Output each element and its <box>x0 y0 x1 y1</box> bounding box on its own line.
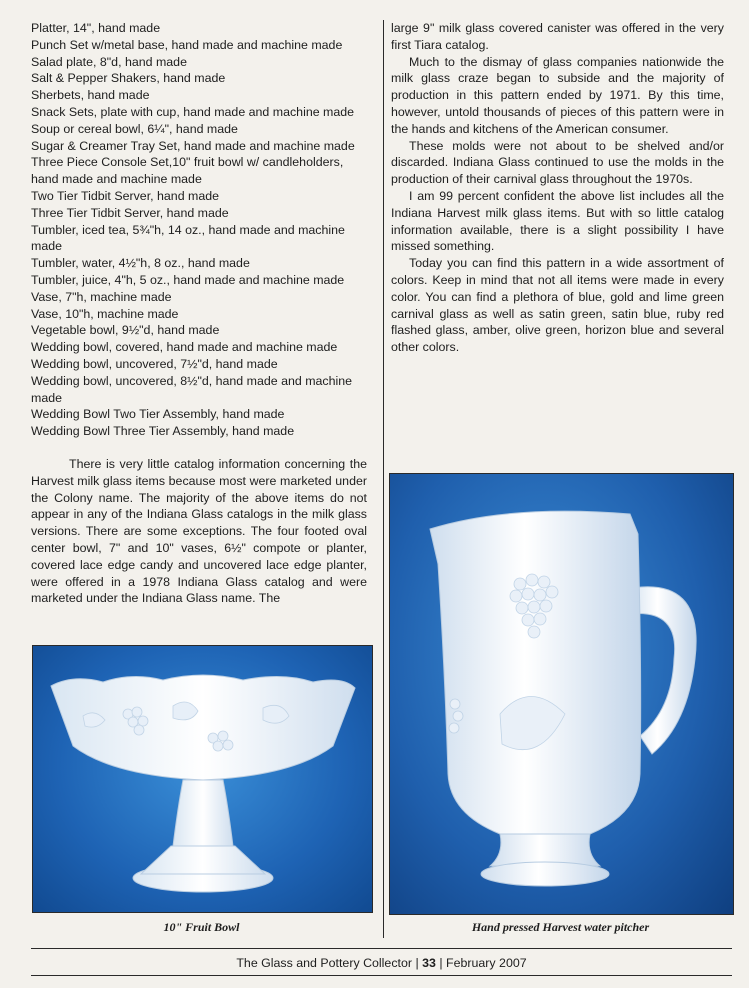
list-item: Vase, 10"h, machine made <box>31 306 179 321</box>
list-item: Wedding Bowl Two Tier Assembly, hand made <box>31 407 285 422</box>
footer-separator: | <box>415 956 419 970</box>
water-pitcher-photo <box>389 473 734 915</box>
body-paragraph: Today you can find this pattern in a wide assortment of colors. Keep in mind that not all items were made in every color. You can find a plethora of blue, gold and lime green carnival glass as well as satin green, satin blue, ruby red flashed glass, amber, olive green, horizon blue and several other colors. <box>391 256 724 355</box>
page-footer <box>31 956 732 970</box>
list-item: Salt & Pepper Shakers, hand made <box>31 71 226 86</box>
fruit-bowl-photo <box>32 645 373 913</box>
list-item: Soup or cereal bowl, 6¼", hand made <box>31 121 238 136</box>
column-divider <box>383 20 384 938</box>
footer-rule-top <box>31 948 732 949</box>
fruit-bowl-illustration <box>33 646 372 912</box>
list-item: Snack Sets, plate with cup, hand made and machine made <box>31 104 355 119</box>
list-item: Tumbler, water, 4½"h, 8 oz., hand made <box>31 256 250 271</box>
body-paragraph: large 9" milk glass covered canister was offered in the very first Tiara catalog. <box>391 21 724 52</box>
water-pitcher-caption: Hand pressed Harvest water pitcher <box>471 920 650 934</box>
list-item: Sherbets, hand made <box>31 88 150 103</box>
list-item: Wedding bowl, uncovered, 8½"d, hand made and machine made <box>31 373 353 405</box>
page-number: 33 <box>422 956 436 970</box>
footer-separator: | <box>439 956 443 970</box>
list-item: Vase, 7"h, machine made <box>31 289 172 304</box>
list-item: Platter, 14", hand made <box>31 21 161 35</box>
item-list <box>31 20 367 440</box>
list-item: Tumbler, juice, 4"h, 5 oz., hand made and machine made <box>31 272 345 287</box>
list-item: Wedding Bowl Three Tier Assembly, hand made <box>31 424 295 439</box>
catalog-info-paragraph: There is very little catalog information concerning the Harvest milk glass items because most were marketed under the Colony name. The majority of the above items do not appear in any of the Indiana Glass catalogs in the milk glass versions. There are some exceptions. The four footed oval center bowl, 7" and 10" vases, 6½" compote or planter, covered lace edge candy and uncovered lace edge planter, were offered in a 1978 Indiana Glass catalog and were marketed under the Indiana Glass name. The <box>31 456 367 606</box>
body-paragraph: Much to the dismay of glass companies nationwide the milk glass craze began to subside and the majority of production in this pattern ended by 1971. By this time, however, untold thousands of pieces of this pattern were in the hands and kitchens of the American consumer. <box>391 54 724 136</box>
body-paragraph: I am 99 percent confident the above list includes all the Indiana Harvest milk glass items. But with so little catalog information available, there is a slight possibility I have missed something. <box>391 188 724 254</box>
water-pitcher-illustration <box>390 474 733 914</box>
list-item: Three Piece Console Set,10" fruit bowl w/ candleholders, hand made and machine made <box>31 155 344 187</box>
body-paragraph: These molds were not about to be shelved and/or discarded. Indiana Glass continued to use the molds in the production of their carnival glass throughout the 1970s. <box>391 138 724 187</box>
list-item: Punch Set w/metal base, hand made and machine made <box>31 37 343 52</box>
footer-rule-bottom <box>31 975 732 976</box>
list-item: Wedding bowl, uncovered, 7½"d, hand made <box>31 356 278 371</box>
issue-date: February 2007 <box>446 956 527 970</box>
list-item: Two Tier Tidbit Server, hand made <box>31 188 220 203</box>
left-column <box>31 20 367 619</box>
publication-name: The Glass and Pottery Collector <box>236 956 412 970</box>
list-item: Wedding bowl, covered, hand made and machine made <box>31 340 338 355</box>
list-item: Sugar & Creamer Tray Set, hand made and machine made <box>31 138 355 153</box>
list-item: Vegetable bowl, 9½"d, hand made <box>31 323 220 338</box>
list-item: Tumbler, iced tea, 5¾"h, 14 oz., hand made and machine made <box>31 222 345 254</box>
right-column <box>391 20 724 356</box>
list-item: Salad plate, 8"d, hand made <box>31 54 187 69</box>
list-item: Three Tier Tidbit Server, hand made <box>31 205 229 220</box>
fruit-bowl-caption: 10" Fruit Bowl <box>163 920 240 934</box>
